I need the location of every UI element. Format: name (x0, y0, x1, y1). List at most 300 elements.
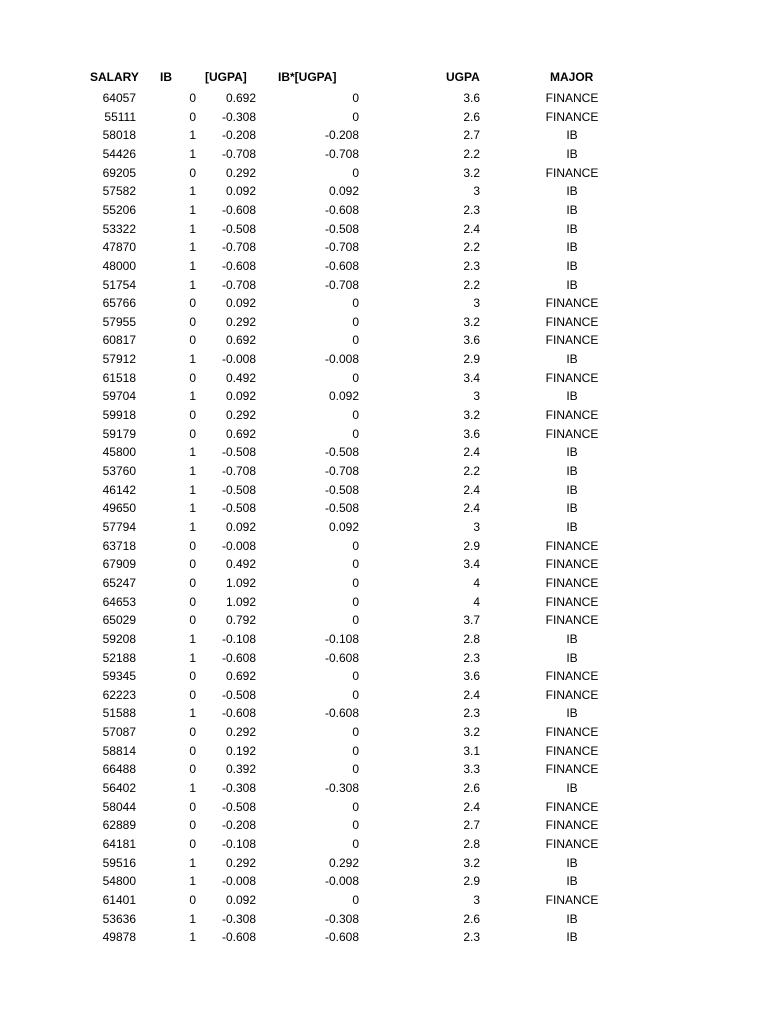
cell-ib-times-ugpa: -0.608 (324, 706, 359, 721)
cell-salary: 58044 (102, 799, 136, 814)
cell-salary: 54800 (102, 874, 136, 889)
cell-ugpa: 2.3 (463, 650, 480, 665)
cell-ugpa: 2.8 (463, 631, 480, 646)
table-row (0, 313, 768, 332)
cell-ib: 1 (189, 146, 196, 161)
cell-major: IB (566, 277, 578, 292)
cell-ib-times-ugpa: 0 (352, 165, 359, 180)
cell-major: IB (566, 146, 578, 161)
cell-centered-ugpa: -0.508 (221, 445, 256, 460)
table-row (0, 704, 768, 723)
cell-centered-ugpa: -0.708 (221, 277, 256, 292)
cell-salary: 58814 (102, 743, 136, 758)
cell-ib: 0 (189, 892, 196, 907)
cell-ib-times-ugpa: -0.608 (324, 930, 359, 945)
cell-salary: 57582 (102, 184, 136, 199)
cell-centered-ugpa: -0.008 (221, 538, 256, 553)
cell-ib: 1 (189, 202, 196, 217)
cell-centered-ugpa: 0.692 (225, 91, 256, 105)
cell-salary: 65766 (102, 296, 136, 311)
cell-salary: 47870 (102, 240, 136, 255)
cell-ib-times-ugpa: -0.708 (324, 146, 359, 161)
cell-ib: 1 (189, 184, 196, 199)
cell-ib-times-ugpa: 0 (352, 91, 359, 105)
cell-ib: 0 (189, 725, 196, 740)
cell-ib: 1 (189, 501, 196, 516)
cell-ib-times-ugpa: 0.292 (328, 855, 359, 870)
cell-salary: 53760 (102, 464, 136, 478)
cell-ib: 0 (189, 557, 196, 572)
cell-centered-ugpa: 1.092 (225, 575, 256, 590)
cell-ib-times-ugpa: -0.508 (324, 482, 359, 497)
cell-ugpa: 3.2 (463, 314, 480, 329)
cell-ib-times-ugpa: 0 (352, 818, 359, 833)
table-row (0, 537, 768, 556)
cell-salary: 59918 (102, 408, 136, 423)
cell-ib-times-ugpa: -0.108 (324, 631, 359, 646)
cell-major: IB (566, 650, 578, 665)
header-ib: IB (160, 70, 172, 84)
cell-centered-ugpa: -0.208 (221, 128, 256, 143)
cell-salary: 66488 (102, 762, 136, 777)
cell-ib: 1 (189, 240, 196, 255)
cell-ib: 1 (189, 874, 196, 889)
cell-ugpa: 3.2 (463, 165, 480, 180)
cell-ib-times-ugpa: 0 (352, 575, 359, 590)
cell-ib: 0 (189, 165, 196, 180)
cell-major: FINANCE (545, 109, 599, 124)
cell-ugpa: 2.8 (463, 837, 480, 851)
cell-major: IB (566, 352, 578, 367)
cell-major: IB (566, 128, 578, 143)
cell-major: IB (566, 519, 578, 534)
cell-centered-ugpa: -0.508 (221, 799, 256, 814)
cell-salary: 65029 (102, 613, 136, 628)
cell-ib: 0 (189, 799, 196, 814)
cell-centered-ugpa: 0.092 (225, 296, 256, 311)
cell-ib: 1 (189, 911, 196, 926)
cell-major: FINANCE (545, 370, 599, 385)
cell-centered-ugpa: 0.492 (225, 370, 256, 385)
cell-ib-times-ugpa: 0 (352, 837, 359, 851)
cell-centered-ugpa: -0.608 (221, 650, 256, 665)
cell-ib: 0 (189, 594, 196, 609)
cell-centered-ugpa: 0.092 (225, 892, 256, 907)
cell-ib: 0 (189, 91, 196, 105)
cell-ib-times-ugpa: 0 (352, 594, 359, 609)
cell-ugpa: 3.6 (463, 426, 480, 441)
cell-ugpa: 3.3 (463, 762, 480, 777)
cell-salary: 59345 (102, 669, 136, 684)
cell-ib: 0 (189, 575, 196, 590)
cell-ib-times-ugpa: -0.508 (324, 501, 359, 516)
cell-centered-ugpa: -0.308 (221, 781, 256, 796)
cell-ib: 0 (189, 687, 196, 702)
table-row (0, 630, 768, 649)
cell-major: FINANCE (545, 613, 599, 628)
cell-major: IB (566, 911, 578, 926)
cell-centered-ugpa: 0.092 (225, 389, 256, 404)
cell-ib-times-ugpa: -0.708 (324, 240, 359, 255)
cell-salary: 57087 (102, 725, 136, 740)
cell-ugpa: 3 (473, 519, 480, 534)
cell-centered-ugpa: 0.092 (225, 519, 256, 534)
table-row (0, 145, 768, 164)
cell-ib-times-ugpa: 0 (352, 557, 359, 572)
cell-centered-ugpa: -0.608 (221, 258, 256, 273)
cell-ib-times-ugpa: -0.608 (324, 258, 359, 273)
cell-salary: 59179 (102, 426, 136, 441)
cell-centered-ugpa: 0.092 (225, 184, 256, 199)
cell-salary: 55111 (104, 109, 136, 124)
cell-ugpa: 2.3 (463, 258, 480, 273)
cell-major: FINANCE (545, 892, 599, 907)
cell-ib-times-ugpa: -0.508 (324, 445, 359, 460)
table-row (0, 593, 768, 612)
cell-major: IB (566, 221, 578, 236)
cell-centered-ugpa: -0.708 (221, 146, 256, 161)
cell-major: FINANCE (545, 725, 599, 740)
cell-ib: 0 (189, 314, 196, 329)
cell-ib-times-ugpa: 0 (352, 743, 359, 758)
cell-major: IB (566, 631, 578, 646)
cell-centered-ugpa: -0.108 (221, 631, 256, 646)
cell-ib: 1 (189, 631, 196, 646)
cell-salary: 64653 (102, 594, 136, 609)
cell-ugpa: 2.6 (463, 781, 480, 796)
table-row (0, 276, 768, 295)
cell-salary: 46142 (102, 482, 136, 497)
table-row (0, 723, 768, 742)
cell-centered-ugpa: -0.508 (221, 687, 256, 702)
cell-major: IB (566, 482, 578, 497)
table-row (0, 891, 768, 910)
table-row (0, 816, 768, 835)
cell-centered-ugpa: -0.708 (221, 464, 256, 478)
cell-centered-ugpa: -0.208 (221, 818, 256, 833)
cell-ib-times-ugpa: 0 (352, 314, 359, 329)
cell-ib-times-ugpa: 0 (352, 538, 359, 553)
cell-centered-ugpa: -0.008 (221, 352, 256, 367)
table-row (0, 910, 768, 929)
table-row (0, 406, 768, 425)
cell-salary: 57794 (102, 519, 136, 534)
cell-ugpa: 2.9 (463, 352, 480, 367)
cell-major: IB (566, 258, 578, 273)
table-row (0, 387, 768, 406)
cell-centered-ugpa: -0.508 (221, 482, 256, 497)
cell-major: IB (566, 389, 578, 404)
cell-salary: 49878 (102, 930, 136, 945)
cell-centered-ugpa: 0.692 (225, 426, 256, 441)
cell-major: FINANCE (545, 557, 599, 572)
cell-ib: 1 (189, 781, 196, 796)
table-row (0, 369, 768, 388)
table-row (0, 499, 768, 518)
table-row (0, 331, 768, 350)
cell-ugpa: 2.7 (463, 128, 480, 143)
cell-ugpa: 3 (473, 184, 480, 199)
cell-ugpa: 2.3 (463, 706, 480, 721)
cell-major: IB (566, 184, 578, 199)
header-salary: SALARY (90, 70, 139, 84)
cell-major: IB (566, 445, 578, 460)
cell-ib: 0 (189, 669, 196, 684)
cell-ib: 1 (189, 277, 196, 292)
cell-ib: 0 (189, 408, 196, 423)
cell-ib: 1 (189, 221, 196, 236)
cell-salary: 54426 (102, 146, 136, 161)
cell-centered-ugpa: -0.308 (221, 109, 256, 124)
table-row (0, 238, 768, 257)
cell-ib: 1 (189, 650, 196, 665)
header-major: MAJOR (550, 70, 594, 84)
cell-ib-times-ugpa: -0.308 (324, 781, 359, 796)
cell-ugpa: 3 (473, 892, 480, 907)
cell-salary: 64181 (102, 837, 136, 851)
cell-ib-times-ugpa: -0.208 (324, 128, 359, 143)
cell-salary: 53322 (102, 221, 136, 236)
cell-ib-times-ugpa: -0.608 (324, 650, 359, 665)
cell-salary: 60817 (102, 333, 136, 348)
cell-ib-times-ugpa: 0.092 (328, 519, 359, 534)
cell-ugpa: 2.7 (463, 818, 480, 833)
cell-ib: 0 (189, 743, 196, 758)
cell-salary: 59516 (102, 855, 136, 870)
cell-major: FINANCE (545, 426, 599, 441)
cell-ugpa: 2.3 (463, 202, 480, 217)
cell-major: FINANCE (545, 333, 599, 348)
cell-salary: 64057 (102, 91, 136, 105)
cell-salary: 58018 (102, 128, 136, 143)
table-row (0, 686, 768, 705)
cell-ib-times-ugpa: 0 (352, 799, 359, 814)
cell-ugpa: 2.4 (463, 799, 480, 814)
table-row (0, 89, 768, 108)
cell-centered-ugpa: 0.692 (225, 333, 256, 348)
cell-centered-ugpa: 0.292 (225, 408, 256, 423)
cell-ib: 1 (189, 706, 196, 721)
cell-salary: 51588 (102, 706, 136, 721)
table-row (0, 350, 768, 369)
cell-major: FINANCE (545, 669, 599, 684)
cell-ugpa: 3.6 (463, 91, 480, 105)
cell-ib-times-ugpa: 0 (352, 296, 359, 311)
cell-ib: 1 (189, 352, 196, 367)
cell-ugpa: 4 (473, 575, 480, 590)
cell-centered-ugpa: -0.608 (221, 202, 256, 217)
cell-ugpa: 2.9 (463, 874, 480, 889)
cell-salary: 57955 (102, 314, 136, 329)
cell-ib-times-ugpa: 0 (352, 669, 359, 684)
cell-salary: 61401 (102, 892, 136, 907)
table-row (0, 872, 768, 891)
cell-ugpa: 4 (473, 594, 480, 609)
cell-ib: 1 (189, 855, 196, 870)
cell-ugpa: 2.4 (463, 221, 480, 236)
cell-ib-times-ugpa: 0 (352, 725, 359, 740)
cell-major: FINANCE (545, 165, 599, 180)
cell-ugpa: 3.4 (463, 557, 480, 572)
cell-major: FINANCE (545, 837, 599, 851)
cell-major: FINANCE (545, 91, 599, 105)
header-ugpa: UGPA (446, 70, 480, 84)
header-centered-ugpa: [UGPA] (205, 70, 247, 84)
cell-major: FINANCE (545, 314, 599, 329)
table-row (0, 182, 768, 201)
cell-ib: 0 (189, 613, 196, 628)
cell-centered-ugpa: 0.292 (225, 725, 256, 740)
cell-ugpa: 2.2 (463, 464, 480, 478)
cell-major: IB (566, 874, 578, 889)
cell-ib: 1 (189, 930, 196, 945)
cell-major: FINANCE (545, 538, 599, 553)
cell-ugpa: 3.4 (463, 370, 480, 385)
cell-ib-times-ugpa: -0.008 (324, 352, 359, 367)
cell-ugpa: 3.2 (463, 855, 480, 870)
cell-major: IB (566, 240, 578, 255)
cell-ib-times-ugpa: 0 (352, 370, 359, 385)
cell-ib: 0 (189, 333, 196, 348)
cell-ib: 1 (189, 389, 196, 404)
cell-major: IB (566, 855, 578, 870)
cell-centered-ugpa: -0.008 (221, 874, 256, 889)
cell-ugpa: 3.6 (463, 669, 480, 684)
cell-ib-times-ugpa: 0 (352, 613, 359, 628)
cell-salary: 49650 (102, 501, 136, 516)
cell-ib: 1 (189, 128, 196, 143)
cell-ib-times-ugpa: 0 (352, 687, 359, 702)
cell-salary: 57912 (102, 352, 136, 367)
cell-centered-ugpa: 0.292 (225, 165, 256, 180)
table-row (0, 555, 768, 574)
cell-ib-times-ugpa: -0.708 (324, 277, 359, 292)
cell-centered-ugpa: -0.608 (221, 930, 256, 945)
cell-ib-times-ugpa: -0.308 (324, 911, 359, 926)
cell-centered-ugpa: -0.508 (221, 501, 256, 516)
cell-ib-times-ugpa: 0 (352, 333, 359, 348)
cell-salary: 55206 (102, 202, 136, 217)
cell-centered-ugpa: 0.492 (225, 557, 256, 572)
cell-salary: 61518 (102, 370, 136, 385)
table-row (0, 164, 768, 183)
cell-salary: 56402 (102, 781, 136, 796)
cell-ib-times-ugpa: -0.008 (324, 874, 359, 889)
cell-major: FINANCE (545, 594, 599, 609)
cell-major: IB (566, 501, 578, 516)
cell-ib: 0 (189, 818, 196, 833)
cell-ib-times-ugpa: 0 (352, 892, 359, 907)
cell-salary: 45800 (102, 445, 136, 460)
cell-major: IB (566, 781, 578, 796)
cell-centered-ugpa: 0.392 (225, 762, 256, 777)
table-row (0, 611, 768, 630)
table-row (0, 518, 768, 537)
table-row (0, 257, 768, 276)
cell-ib: 1 (189, 519, 196, 534)
cell-ugpa: 2.3 (463, 930, 480, 945)
cell-major: FINANCE (545, 799, 599, 814)
cell-salary: 63718 (102, 538, 136, 553)
cell-major: FINANCE (545, 575, 599, 590)
cell-ugpa: 2.4 (463, 445, 480, 460)
cell-ib-times-ugpa: 0.092 (328, 184, 359, 199)
cell-ugpa: 2.2 (463, 146, 480, 161)
cell-major: FINANCE (545, 687, 599, 702)
cell-ib: 1 (189, 445, 196, 460)
table-row (0, 667, 768, 686)
cell-centered-ugpa: -0.308 (221, 911, 256, 926)
table-row (0, 649, 768, 668)
cell-salary: 53636 (102, 911, 136, 926)
cell-ugpa: 3 (473, 389, 480, 404)
table-row (0, 462, 768, 481)
cell-ib: 1 (189, 482, 196, 497)
cell-ib: 0 (189, 296, 196, 311)
cell-ugpa: 2.4 (463, 482, 480, 497)
cell-ib: 0 (189, 109, 196, 124)
cell-centered-ugpa: -0.608 (221, 706, 256, 721)
cell-ugpa: 2.6 (463, 911, 480, 926)
cell-ib-times-ugpa: 0.092 (328, 389, 359, 404)
table-row (0, 798, 768, 817)
cell-major: IB (566, 464, 578, 478)
cell-major: IB (566, 930, 578, 945)
cell-ib: 1 (189, 258, 196, 273)
cell-salary: 62223 (102, 687, 136, 702)
cell-major: IB (566, 202, 578, 217)
cell-major: FINANCE (545, 818, 599, 833)
table-row (0, 220, 768, 239)
cell-major: IB (566, 706, 578, 721)
cell-centered-ugpa: 1.092 (225, 594, 256, 609)
cell-salary: 62889 (102, 818, 136, 833)
cell-salary: 59208 (102, 631, 136, 646)
cell-ib-times-ugpa: -0.508 (324, 221, 359, 236)
cell-centered-ugpa: -0.708 (221, 240, 256, 255)
cell-salary: 48000 (102, 258, 136, 273)
cell-salary: 67909 (102, 557, 136, 572)
cell-ugpa: 2.6 (463, 109, 480, 124)
cell-salary: 65247 (102, 575, 136, 590)
table-row (0, 779, 768, 798)
cell-centered-ugpa: 0.792 (225, 613, 256, 628)
cell-salary: 51754 (102, 277, 136, 292)
cell-ugpa: 2.2 (463, 277, 480, 292)
cell-ugpa: 2.9 (463, 538, 480, 553)
cell-major: FINANCE (545, 296, 599, 311)
header-ib-times-ugpa: IB*[UGPA] (278, 70, 337, 84)
table-row (0, 835, 768, 854)
cell-ugpa: 3.1 (463, 743, 480, 758)
cell-ib: 0 (189, 538, 196, 553)
table-row (0, 294, 768, 313)
cell-ugpa: 3.6 (463, 333, 480, 348)
table-row (0, 574, 768, 593)
cell-ib-times-ugpa: 0 (352, 408, 359, 423)
table-row (0, 425, 768, 444)
cell-ib-times-ugpa: 0 (352, 426, 359, 441)
table-row (0, 108, 768, 127)
table-row (0, 126, 768, 145)
cell-ugpa: 3 (473, 296, 480, 311)
cell-centered-ugpa: 0.292 (225, 314, 256, 329)
table-row (0, 928, 768, 947)
cell-ib: 1 (189, 464, 196, 478)
cell-salary: 69205 (102, 165, 136, 180)
cell-centered-ugpa: 0.292 (225, 855, 256, 870)
cell-ib: 0 (189, 762, 196, 777)
